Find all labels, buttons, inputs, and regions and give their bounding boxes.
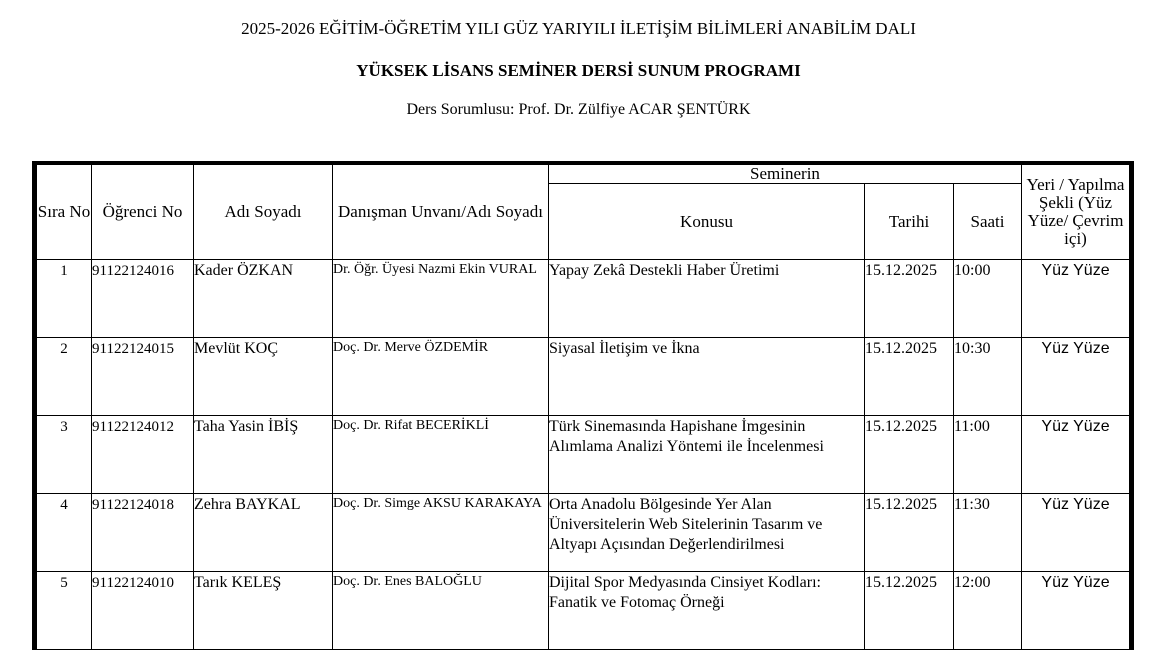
- header-sira-no: Sıra No: [35, 163, 92, 260]
- cell-tarihi: 15.12.2025: [865, 260, 954, 338]
- cell-danisman: Doç. Dr. Rifat BECERİKLİ: [333, 416, 549, 494]
- cell-adi-soyadi: Zehra BAYKAL: [194, 494, 333, 572]
- cell-saati: 10:30: [954, 338, 1022, 416]
- cell-ogrenci-no: 91122124018: [92, 494, 194, 572]
- course-instructor: Ders Sorumlusu: Prof. Dr. Zülfiye ACAR ŞENTÜRK: [406, 101, 751, 118]
- cell-sira: 2: [35, 338, 92, 416]
- cell-yeri: Yüz Yüze: [1022, 260, 1132, 338]
- cell-tarihi: 15.12.2025: [865, 572, 954, 650]
- cell-tarihi: 15.12.2025: [865, 338, 954, 416]
- seminar-schedule-table: [32, 161, 1134, 650]
- cell-adi-soyadi: Mevlüt KOÇ: [194, 338, 333, 416]
- cell-yeri: Yüz Yüze: [1022, 338, 1132, 416]
- cell-danisman: Dr. Öğr. Üyesi Nazmi Ekin VURAL: [333, 260, 549, 338]
- cell-tarihi: 15.12.2025: [865, 416, 954, 494]
- table-row: [35, 494, 1132, 572]
- cell-saati: 11:30: [954, 494, 1022, 572]
- cell-adi-soyadi: Taha Yasin İBİŞ: [194, 416, 333, 494]
- cell-danisman: Doç. Dr. Simge AKSU KARAKAYA: [333, 494, 549, 572]
- cell-ogrenci-no: 91122124010: [92, 572, 194, 650]
- cell-sira: 5: [35, 572, 92, 650]
- cell-konusu: Dijital Spor Medyasında Cinsiyet Kodları: Fanatik ve Fotomaç Örneği: [549, 572, 865, 650]
- cell-yeri: Yüz Yüze: [1022, 494, 1132, 572]
- header-yeri-yapilma-sekli: Yeri / Yapılma Şekli (Yüz Yüze/ Çevrim içi): [1022, 163, 1132, 260]
- cell-konusu: Yapay Zekâ Destekli Haber Üretimi: [549, 260, 865, 338]
- cell-konusu: Siyasal İletişim ve İkna: [549, 338, 865, 416]
- table-row: [35, 572, 1132, 650]
- cell-saati: 10:00: [954, 260, 1022, 338]
- header-saati: Saati: [954, 184, 1022, 260]
- cell-konusu: Orta Anadolu Bölgesinde Yer Alan Üniversitelerin Web Sitelerinin Tasarım ve Altyapı Açısından Değerlendirilmesi: [549, 494, 865, 572]
- header-danisman: Danışman Unvanı/Adı Soyadı: [333, 163, 549, 260]
- document-heading-department: 2025-2026 EĞİTİM-ÖĞRETİM YILI GÜZ YARIYILI İLETİŞİM BİLİMLERİ ANABİLİM DALI: [241, 19, 916, 38]
- cell-saati: 11:00: [954, 416, 1022, 494]
- cell-tarihi: 15.12.2025: [865, 494, 954, 572]
- cell-yeri: Yüz Yüze: [1022, 416, 1132, 494]
- cell-ogrenci-no: 91122124016: [92, 260, 194, 338]
- cell-danisman: Doç. Dr. Merve ÖZDEMİR: [333, 338, 549, 416]
- header-konusu: Konusu: [549, 184, 865, 260]
- cell-danisman: Doç. Dr. Enes BALOĞLU: [333, 572, 549, 650]
- cell-ogrenci-no: 91122124012: [92, 416, 194, 494]
- cell-sira: 3: [35, 416, 92, 494]
- document-title: YÜKSEK LİSANS SEMİNER DERSİ SUNUM PROGRAMI: [356, 61, 801, 80]
- header-adi-soyadi: Adı Soyadı: [194, 163, 333, 260]
- table-row: [35, 338, 1132, 416]
- table-row: [35, 260, 1132, 338]
- header-seminerin-group: Seminerin: [549, 163, 1022, 184]
- cell-ogrenci-no: 91122124015: [92, 338, 194, 416]
- cell-saati: 12:00: [954, 572, 1022, 650]
- cell-konusu: Türk Sinemasında Hapishane İmgesinin Alımlama Analizi Yöntemi ile İncelenmesi: [549, 416, 865, 494]
- table-row: [35, 416, 1132, 494]
- header-tarihi: Tarihi: [865, 184, 954, 260]
- cell-adi-soyadi: Tarık KELEŞ: [194, 572, 333, 650]
- cell-adi-soyadi: Kader ÖZKAN: [194, 260, 333, 338]
- cell-sira: 4: [35, 494, 92, 572]
- header-ogrenci-no: Öğrenci No: [92, 163, 194, 260]
- cell-yeri: Yüz Yüze: [1022, 572, 1132, 650]
- cell-sira: 1: [35, 260, 92, 338]
